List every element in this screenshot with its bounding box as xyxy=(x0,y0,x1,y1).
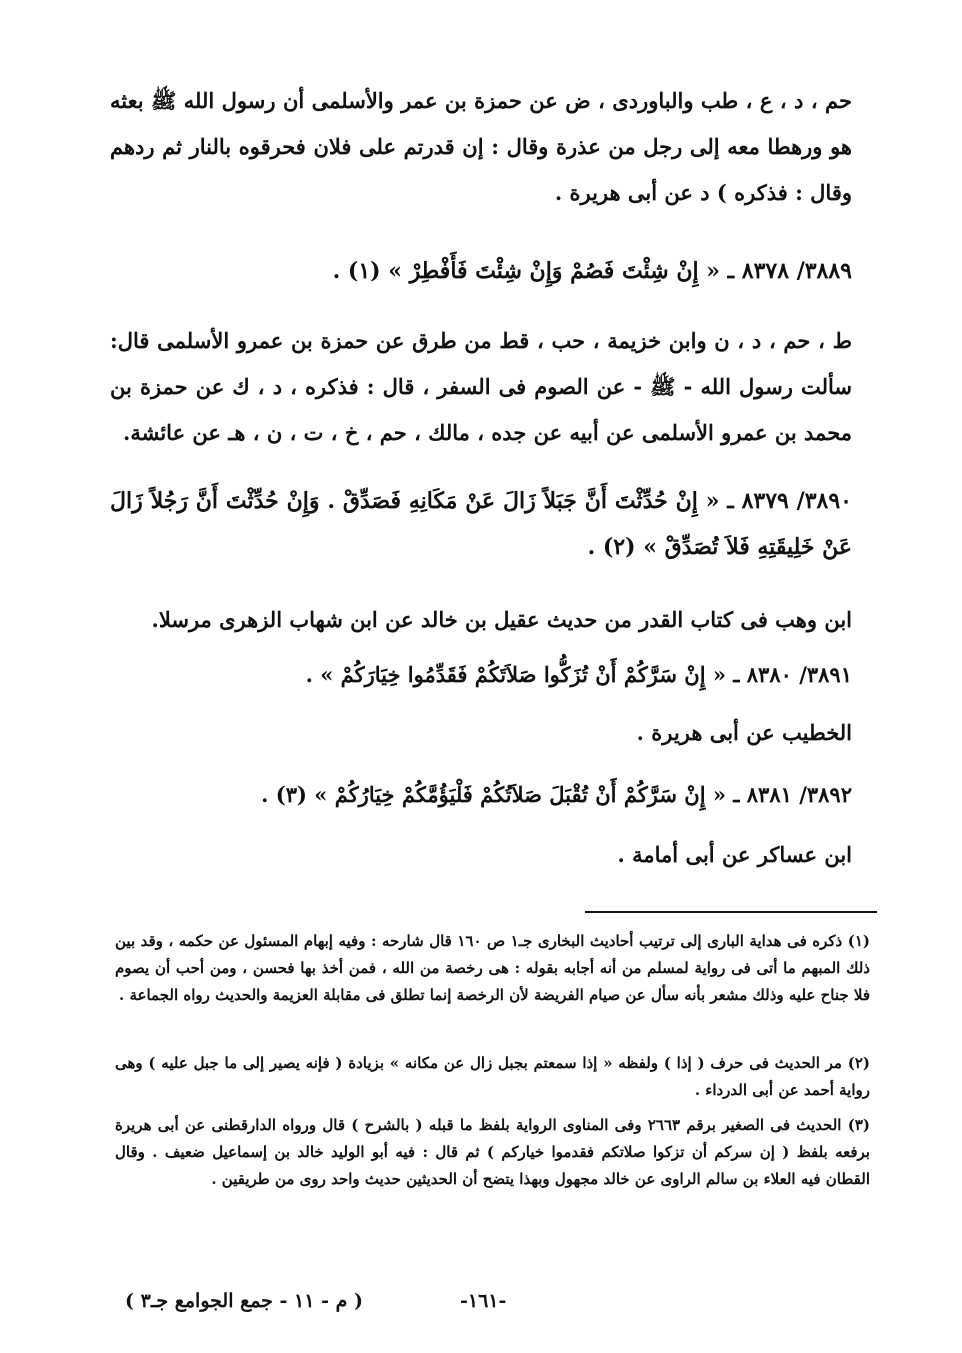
page-number: -١٦١- xyxy=(460,1290,507,1312)
hadith-3891: ٣٨٩١/ ٨٣٨٠ ـ « إِنْ سَرَّكُمْ أَنْ تُزَكُّوا صَلاَتَكُمْ فَقَدِّمُوا خِيَارَكُمْ » . xyxy=(305,662,852,687)
hadith-3890: ٣٨٩٠/ ٨٣٧٩ ـ « إِنْ حُدِّثْتَ أَنَّ جَبَلاً زَالَ عَنْ مَكَانِهِ فَصَدِّقْ . وَإِنْ حُدِّثْتَ أَنَّ رَجُلاً زَالَ عَنْ خَلِيقَتِهِ فَلاَ تُصَدِّقْ » (٢) . xyxy=(110,488,852,560)
paragraph-source-4: الخطيب عن أبى هريرة . xyxy=(636,720,852,745)
book-signature: ( م - ١١ - جمع الجوامع جـ٣ ) xyxy=(125,1290,363,1312)
paragraph-source-3: ابن وهب فى كتاب القدر من حديث عقيل بن خالد عن ابن شهاب الزهرى مرسلا. xyxy=(151,607,852,632)
footnote-divider xyxy=(585,911,877,913)
footnote-1: (١) ذكره فى هداية البارى إلى ترتيب أحاديث البخارى جـ١ ص ١٦٠ قال شارحه : وفيه إبهام المسئول عن حكمه ، وقد بين ذلك المبهم ما أتى فى رواية لمسلم من أنه أجابه بقوله : هى رخصة من الله ، فمن أخذ بها فحسن ، ومن أحب أن يصوم فلا جناح عليه وذلك مشعر بأنه سأل عن صيام الفريضة لأن الرخصة إنما تطلق فى مقابلة العزيمة والحديث رواه الجماعة . xyxy=(115,932,870,1004)
paragraph-source-1: حم ، د ، ع ، طب والباوردى ، ض عن حمزة بن عمر والأسلمى أن رسول الله ﷺ بعثه هو ورهطا معه إلى رجل من عذرة وقال : إن قدرتم على فلان فحرقوه بالنار ثم ردهم وقال : فذكره ) د عن أبى هريرة . xyxy=(110,88,852,205)
hadith-3892: ٣٨٩٢/ ٨٣٨١ ـ « إِنْ سَرَّكُمْ أَنْ تُقْبَلَ صَلاَتُكُمْ فَلْيَؤُمَّكُمْ خِيَارُكُمْ » (٣) . xyxy=(261,782,852,807)
paragraph-source-2: ط ، حم ، د ، ن وابن خزيمة ، حب ، قط من طرق عن حمزة بن عمرو الأسلمى قال: سألت رسول الله - ﷺ - عن الصوم فى السفر ، قال : فذكره ، د ، ك عن حمزة بن محمد بن عمرو الأسلمى عن أبيه عن جده ، مالك ، حم ، خ ، ت ، ن ، هـ عن عائشة. xyxy=(110,328,852,445)
footnote-3: (٣) الحديث فى الصغير برقم ٢٦٦٣ وفى المناوى الرواية بلفظ ما قبله ( بالشرح ) قال ورواه الدارقطنى عن أبى هريرة برفعه بلفظ ( إن سركم أن تزكوا صلاتكم فقدموا خياركم ) ثم قال : فيه أبو الوليد خالد بن إسماعيل ضعيف . وقال القطان فيه العلاء بن سالم الراوى عن خالد مجهول وبهذا يتضح أن الحديثين حديث واحد روى من طريقين . xyxy=(115,1116,870,1188)
hadith-3889: ٣٨٨٩/ ٨٣٧٨ ـ « إِنْ شِئْتَ فَصُمْ وَإِنْ شِئْتَ فَأَفْطِرْ » (١) . xyxy=(332,258,852,284)
paragraph-source-5: ابن عساكر عن أبى أمامة . xyxy=(617,842,852,867)
footnote-2: (٢) مر الحديث فى حرف ( إذا ) ولفظه « إذا سمعتم بجبل زال عن مكانه » بزيادة ( فإنه يصير إلى ما جبل عليه ) وهى رواية أحمد عن أبى الدرداء . xyxy=(115,1054,870,1099)
